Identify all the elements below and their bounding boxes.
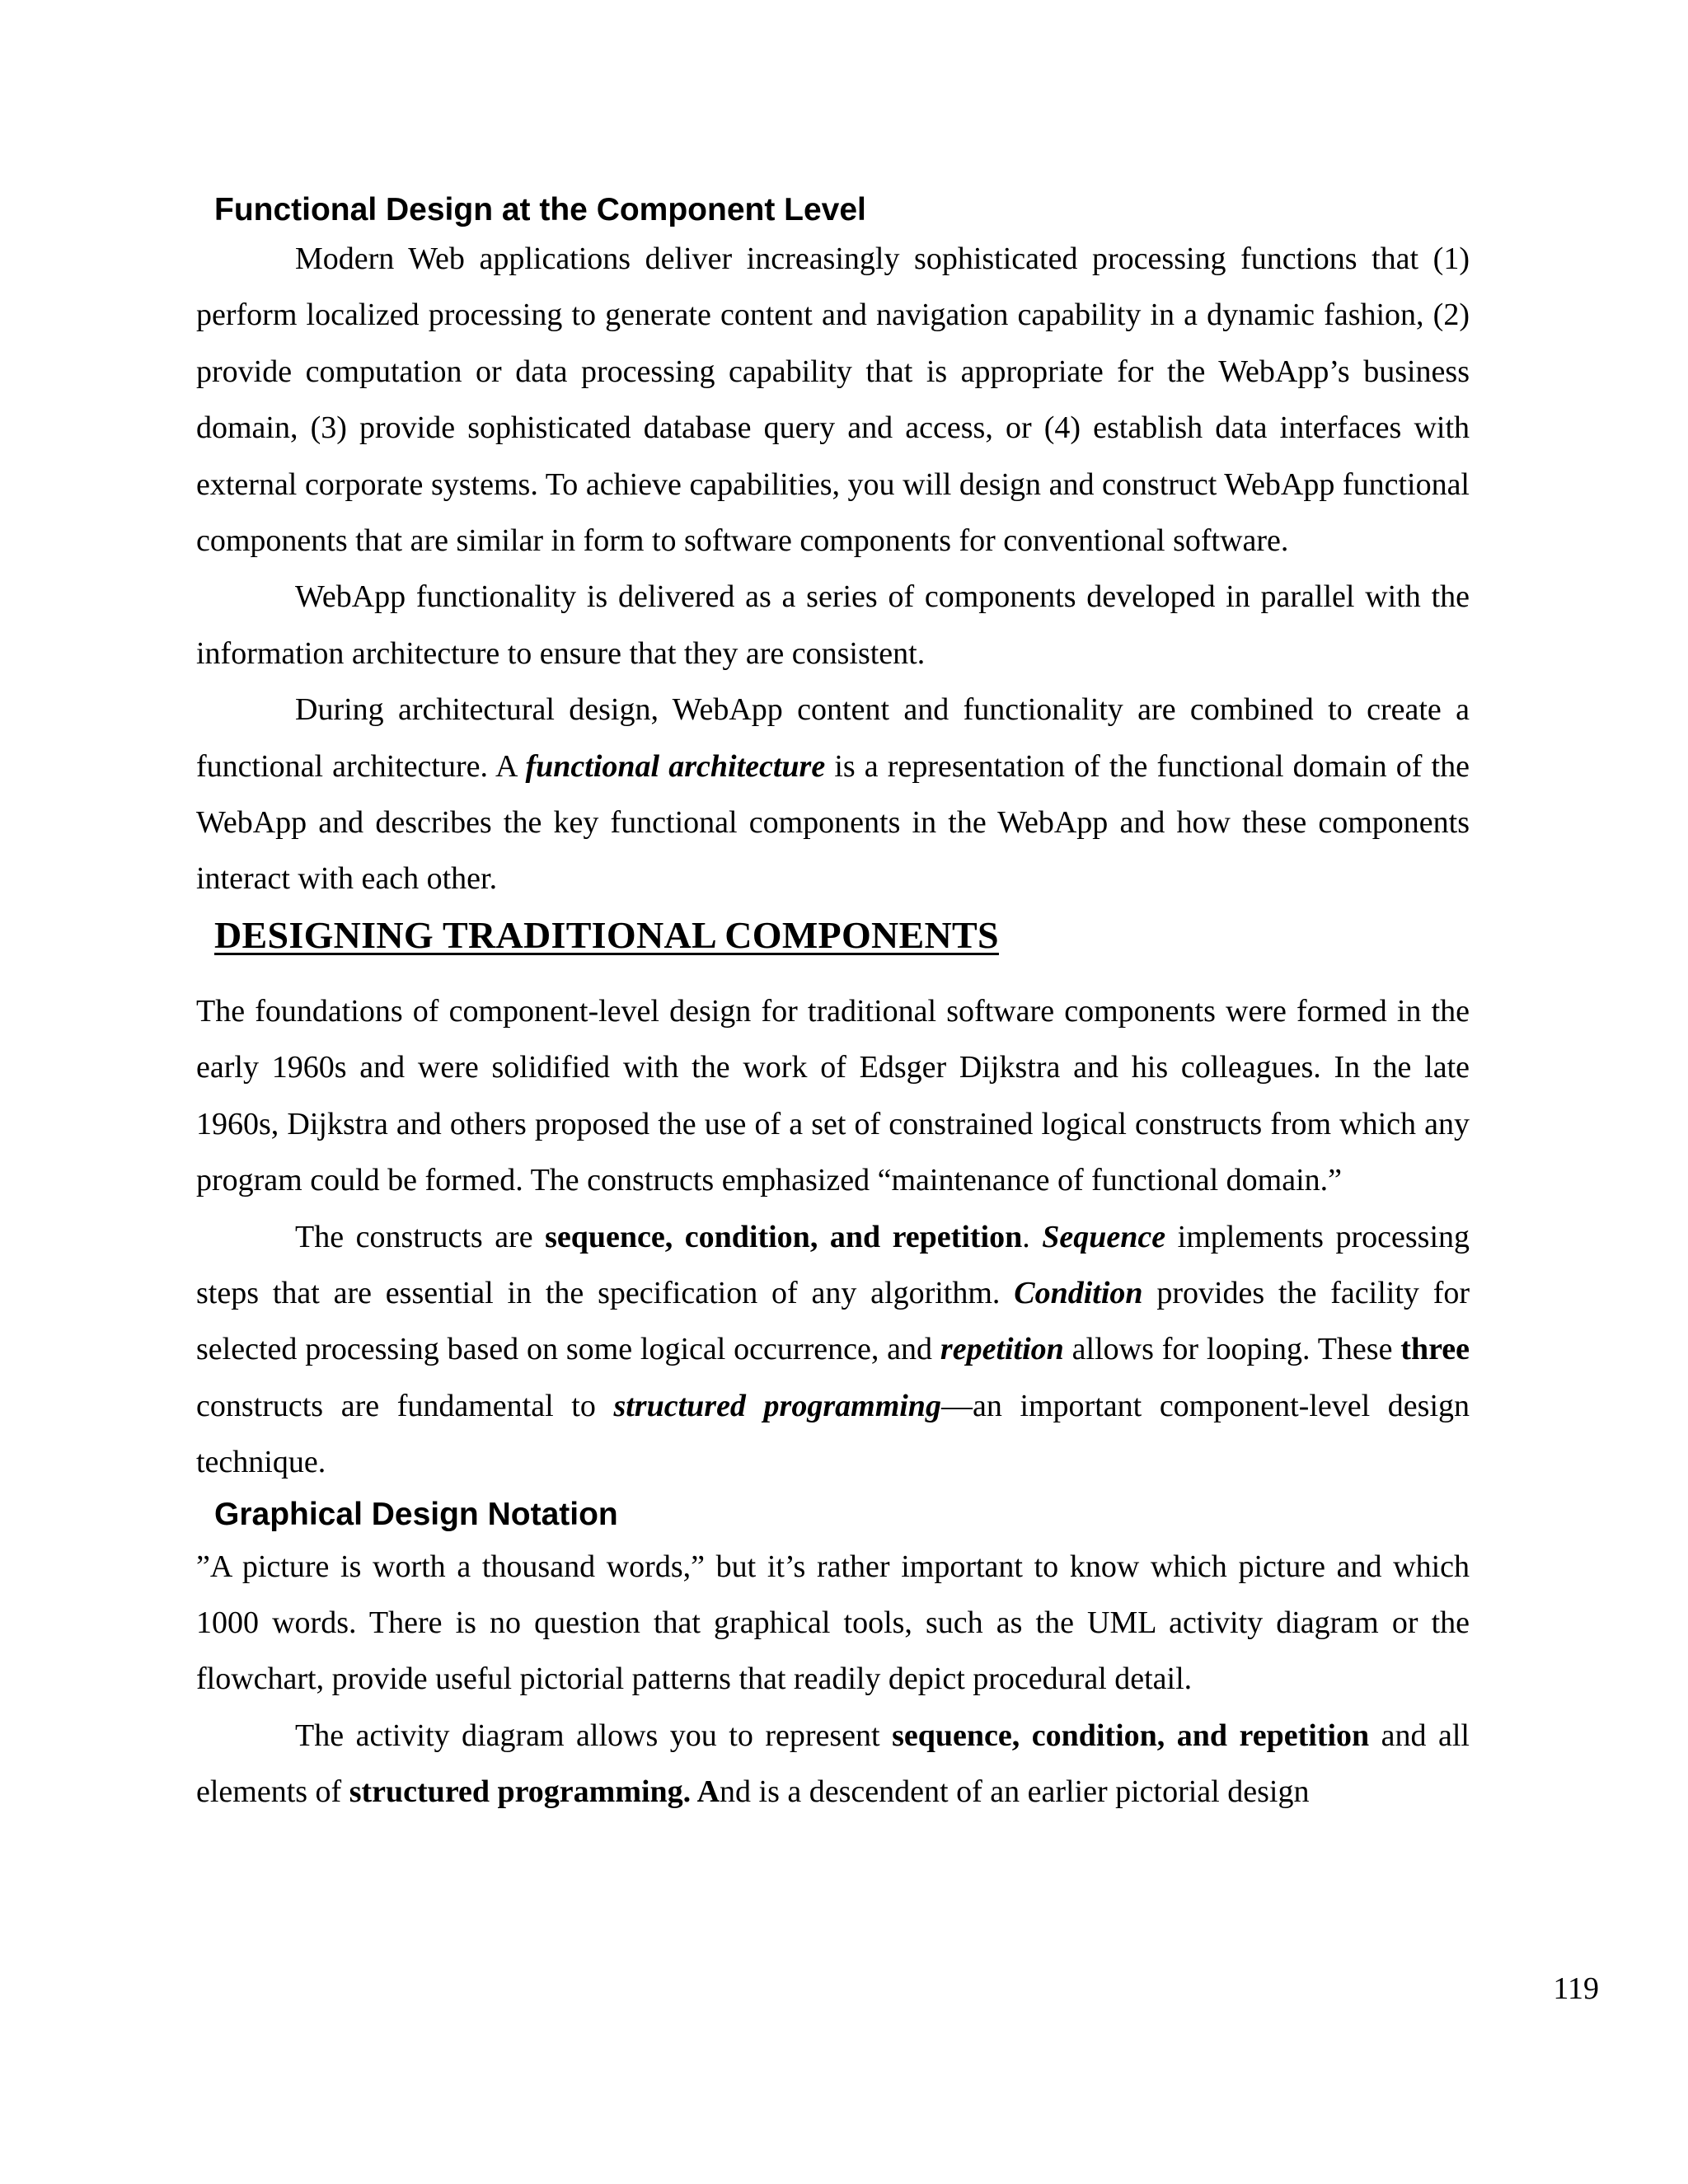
emphasis-term: functional architecture — [525, 748, 826, 784]
paragraph: WebApp functionality is delivered as a series of components developed in parallel with the information architecture to ensure that they are consistent. — [196, 579, 1470, 671]
paragraph: The activity diagram allows you to represent sequence, condition, and repetition and all elements of structured programming. And is a descendent of an earlier pictorial design — [196, 1718, 1470, 1810]
paragraph: The foundations of component-level design for traditional software components were formed in the early 1960s and were solidified with the work of Edsger Dijkstra and his colleagues. In the late 1960s, Dijkstra and others proposed the use of a set of constrained logical constructs from which any program could be formed. The constructs emphasized “maintenance of functional domain.” — [196, 993, 1470, 1198]
page-number: 119 — [1553, 1971, 1599, 2006]
paragraph: The constructs are sequence, condition, and repetition. Sequence implements processing steps that are essential in the specification of any algorithm. Condition provides the facility for selected processing based on some logical occurrence, and repetition allows for looping. These three constructs are fundamental to structured programming—an important component-level design technique. — [196, 1219, 1470, 1480]
section-heading-graphical-notation: Graphical Design Notation — [214, 1496, 618, 1532]
paragraph: Modern Web applications deliver increasingly sophisticated processing functions that (1) perform localized processing to generate content and navigation capability in a dynamic fashion, (2) provide computation or data processing capability that is appropriate for the WebApp’s business domain, (3) provide sophisticated database query and access, or (4) establish data interfaces with external corporate systems. To achieve capabilities, you will design and construct WebApp functional components that are similar in form to software components for conventional software. — [196, 241, 1470, 559]
section-heading-functional-design: Functional Design at the Component Level — [214, 192, 866, 227]
paragraph: During architectural design, WebApp content and functionality are combined to create a functional architecture. A functional architecture is a representation of the functional domain of the WebApp and describes the key functional components in the WebApp and how these components interact with each other. — [196, 692, 1470, 897]
page-content — [196, 190, 1470, 1821]
paragraph: ”A picture is worth a thousand words,” but it’s rather important to know which picture and which 1000 words. There is no question that graphical tools, such as the UML activity diagram or the flowchart, provide useful pictorial patterns that readily depict procedural detail. — [196, 1549, 1470, 1697]
section-heading-traditional-components: DESIGNING TRADITIONAL COMPONENTS — [214, 913, 999, 956]
